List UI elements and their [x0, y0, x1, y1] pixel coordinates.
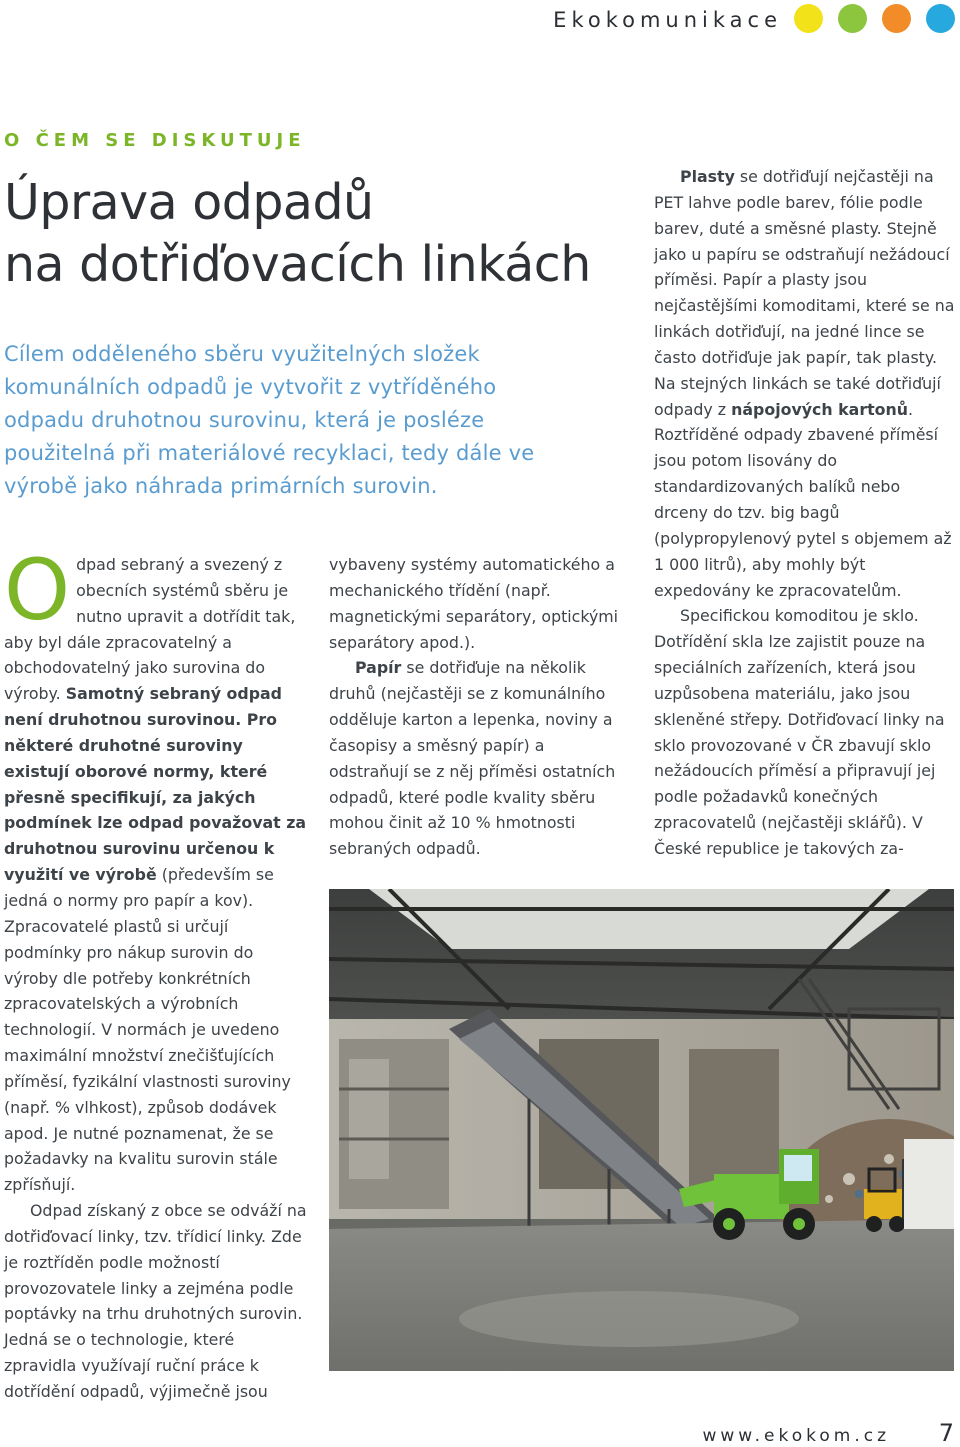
brand-dots: [794, 4, 960, 34]
orange-dot-icon: [882, 4, 911, 33]
paragraph-text: . Roztříděné odpady zbavené příměsí jsou potom lisovány do standardizovaných balíků nebo drceny do tzv. big bagů (polypropylenový pytel s objemem až 1 000 litrů), aby mohly být expedovány ke zpracovatelům.: [654, 399, 952, 600]
footer-url[interactable]: www.ekokom.cz: [702, 1426, 890, 1446]
green-dot-icon: [838, 4, 867, 33]
paragraph: [4, 541, 307, 1198]
paragraph-emphasis: Papír: [355, 658, 402, 678]
blue-dot-icon: [926, 4, 955, 33]
article-column-2: [329, 552, 626, 862]
paragraph: Odpad získaný z obce se odváží na dotřiďovací linky, tzv. třídicí linky. Zde je roztříděn podle možností provozovatele linky a zejména podle poptávky na trhu druhotných surovin. Jedná se o technologie, které zpravidla využívají ruční práce k dotřídění odpadů, výjimečně jsou: [4, 1201, 307, 1401]
article-column-1: [4, 541, 307, 1405]
paragraph: [329, 655, 626, 862]
paragraph-text: se dotřiďuje na několik druhů (nejčastěji se z komunálního odděluje karton a lepenka, noviny a časopisy a směsný papír) a odstraňují se z něj příměsi ostatních odpadů, které podle kvality sběru mohou činit až 10 % hmotnosti sebraných odpadů.: [329, 658, 616, 859]
plant-illustration: [329, 889, 954, 1371]
drop-cap: O: [4, 541, 71, 639]
paragraph: Specifickou komoditou je sklo. Dotřídění skla lze zajistit pouze na speciálních zařízeních, která jsou uzpůsobena materiálu, jako jsou skleněné střepy. Dotřiďovací linky na sklo provozované v ČR zbavují sklo nežádoucích příměsí a připravují jej podle požadavků konečných zpracovatelů (nejčastěji sklářů). V České republice je takových za-: [654, 606, 945, 858]
paragraph-text: se dotřiďují nejčastěji na PET lahve podle barev, fólie podle barev, duté a směsné plasty. Stejně jako u papíru se odstraňují nežádoucí příměsi. Papír a plasty jsou nejčastějšími komoditami, které se na linkách dotřiďují, na jedné lince se často dotřiďuje jak papír, tak plasty. Na stejných linkách se také dotřiďují odpady z: [654, 167, 955, 419]
yellow-dot-icon: [794, 4, 823, 33]
paragraph-emphasis: Samotný sebraný odpad není druhotnou surovinou. Pro některé druhotné suroviny existují oborové normy, které přesně specifikují, za jakých podmínek lze odpad považovat za druhotnou surovinu určenou k využití ve výrobě: [4, 684, 307, 885]
article-title: [4, 172, 624, 296]
title-line-1: Úprava odpadů: [4, 174, 374, 231]
paragraph-emphasis: nápojových kartonů: [731, 399, 909, 419]
section-kicker: O ČEM SE DISKUTUJE: [4, 130, 306, 151]
paragraph-emphasis: Plasty: [680, 167, 735, 186]
paragraph-text: (především se jedná o normy pro papír a kov). Zpracovatelé plastů si určují podmínky pro nákup surovin do výroby dle potřeby konkrétních zpracovatelských a výrobních technologií. V normách je uvedeno maximální množství znečišťujících příměsí, fyzikální vlastnosti suroviny (např. % vlhkost), způsob dodávek apod. Je nutné poznamenat, že se požadavky na kvalitu surovin stále zpřísňují.: [4, 865, 291, 1195]
paragraph: [654, 164, 956, 603]
page-number: 7: [938, 1419, 954, 1447]
article-column-3: [654, 164, 956, 862]
sorting-plant-photo: [329, 889, 954, 1371]
paragraph: vybaveny systémy automatického a mechanického třídění (např. magnetickými separátory, optickými separátory apod.).: [329, 555, 619, 652]
article-lead: Cílem odděleného sběru využitelných složek komunálních odpadů je vytvořit z vytříděného odpadu druhotnou surovinu, která je posléze použitelná při materiálové recyklaci, tedy dále ve výrobě jako náhrada primárních surovin.: [4, 342, 535, 498]
paragraph-text: dpad sebraný a svezený z obecních systémů sběru je nutno upravit a dotřídit tak, aby byl dále zpracovatelný a obchodovatelný jako surovina do výroby.: [4, 555, 296, 704]
brand-title: Ekokomunikace: [553, 8, 782, 32]
title-line-2: na dotřiďovacích linkách: [4, 236, 591, 293]
